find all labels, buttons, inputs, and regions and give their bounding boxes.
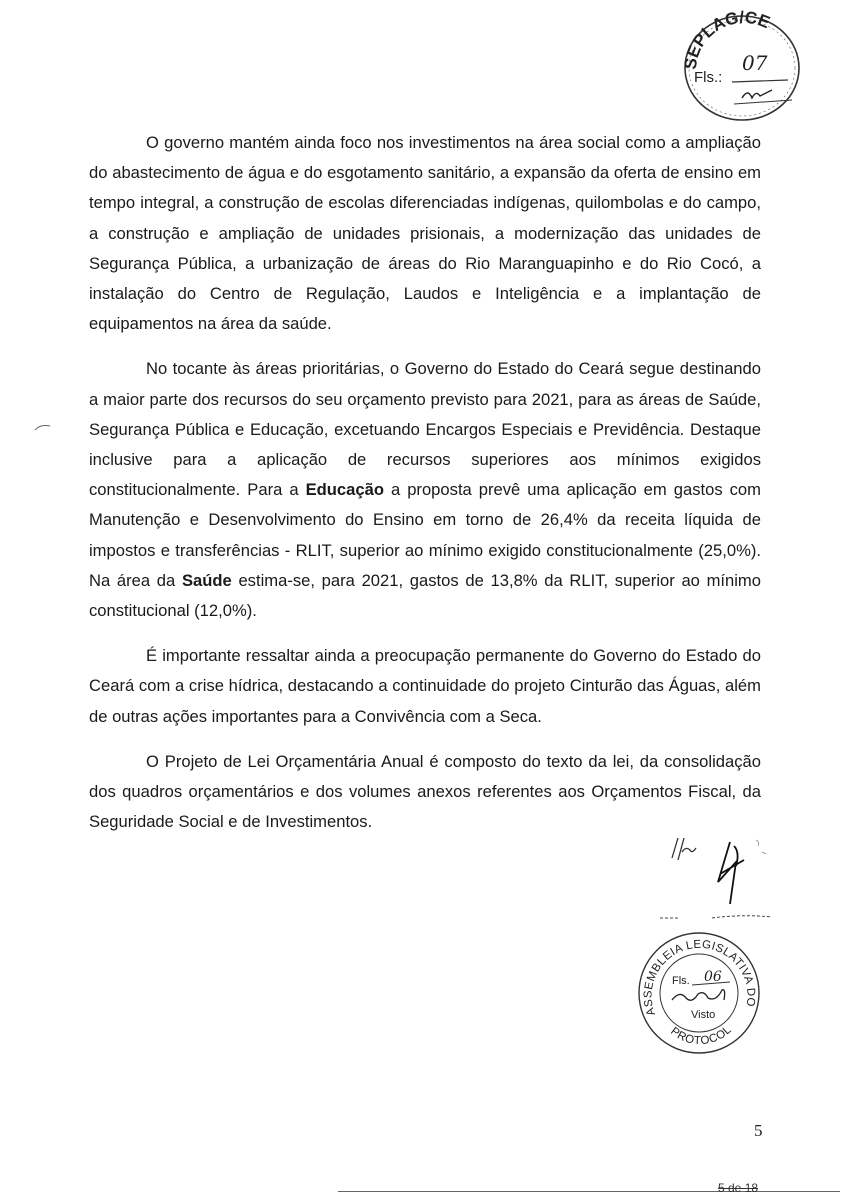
seplag-fls-number: 07 [742, 51, 768, 75]
footer-page-count: 5 de 18 [718, 1181, 759, 1195]
paragraph-3 [89, 641, 761, 732]
paragraph-text: estima-se, para 2021, gastos de 13,8% da RLIT, superior ao mínimo constitucional (12,0%). [89, 570, 761, 621]
paragraph-text: O Projeto de Lei Orçamentária Anual é composto do texto da lei, da consolidação dos quadros orçamentários e dos volumes anexos referentes aos Orçamentos Fiscal, da Seguridade Social e de Investimentos. [89, 751, 761, 832]
paragraph-text: a proposta prevê uma aplicação em gastos com Manutenção e Desenvolvimento do Ensino em torno de 26,4% da receita líquida de impostos e transferências - RLIT, superior ao mínimo exigido constitucionalmente (25,0%). Na área da [89, 480, 761, 590]
paragraph-1 [89, 128, 761, 339]
footer-rule [338, 1191, 840, 1192]
bold-term: Educação [305, 480, 384, 500]
handwritten-signature [660, 822, 790, 922]
paragraph-text: No tocante às áreas prioritárias, o Governo do Estado do Ceará segue destinando a maior parte dos recursos do seu orçamento previsto para 2021, para as áreas de Saúde, Segurança Pública e Educação, excetuando Encargos Especiais e Previdência. Destaque inclusive para a aplicação de recursos superiores aos mínimos exigidos constitucionalmente. Para a [89, 359, 761, 500]
assembleia-fls-label: Fls. [672, 975, 690, 987]
assembleia-ring-text: ASSEMBLEIA LEGISLATIVA DO [642, 938, 757, 1018]
page-number: 5 [754, 1121, 763, 1140]
paragraph-text: O governo mantém ainda foco nos investimentos na área social como a ampliação do abastecimento de água e do esgotamento sanitário, a expansão da oferta de ensino em tempo integral, a construção de escolas diferenciadas indígenas, quilombolas e do campo, a construção e ampliação de unidades prisionais, a modernização das unidades de Segurança Pública, a urbanização de áreas do Rio Maranguapinho e do Rio Cocó, a instalação do Centro de Regulação, Laudos e Inteligência e a implantação de equipamentos na área da saúde. [89, 133, 761, 334]
assembleia-stamp [636, 930, 762, 1056]
assembleia-visto-label: Visto [691, 1009, 716, 1021]
assembleia-initials-mark [672, 990, 725, 1001]
seplag-initials-mark [742, 90, 772, 98]
assembleia-fls-number: 06 [704, 969, 722, 985]
seplag-stamp [680, 8, 804, 126]
margin-mark [34, 424, 52, 432]
bold-term: Saúde [181, 570, 232, 590]
assembleia-protocolo-text: PROTOCOL [668, 1023, 735, 1048]
paragraph-text: É importante ressaltar ainda a preocupação permanente do Governo do Estado do Ceará com a crise hídrica, destacando a continuidade do projeto Cinturão das Águas, além de outras ações importantes para a Convivência com a Seca. [89, 646, 761, 726]
seplag-fls-label: Fls.: [694, 69, 723, 86]
document-body [89, 128, 761, 852]
seplag-ring-text: SEPLAG/CE [680, 8, 773, 71]
paragraph-2 [89, 354, 761, 626]
